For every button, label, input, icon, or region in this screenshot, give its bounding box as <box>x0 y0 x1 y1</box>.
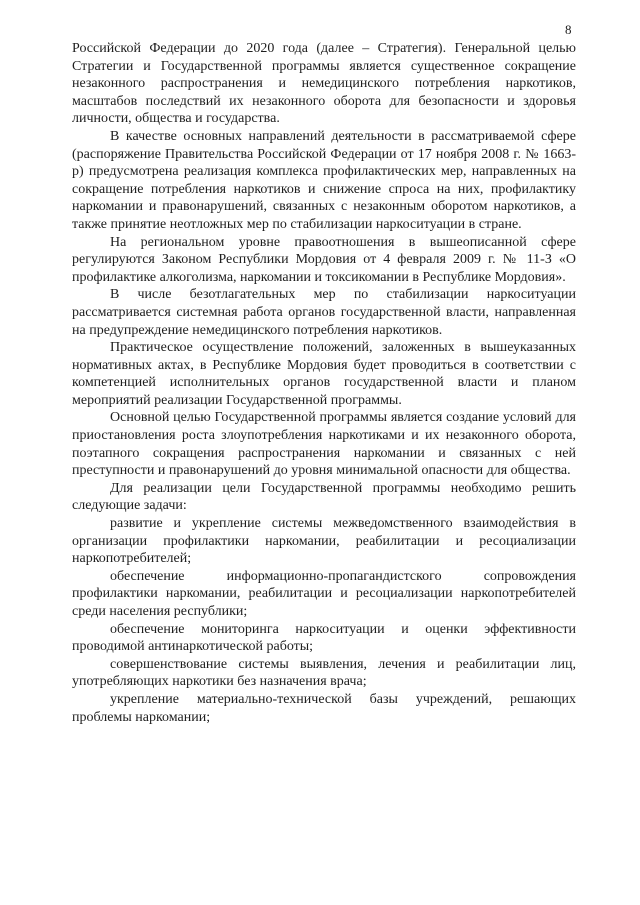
paragraph-program-goal: Основной целью Государственной программы является создание условий для приостановления роста злоупотребления наркотиками и их незаконного оборота, поэтапного сокращения распространения наркомании и связанных с ней преступности и правонарушений до уровня минимальной опасности для общества. <box>72 410 576 479</box>
paragraph-main-directions: В качестве основных направлений деятельности в рассматриваемой сфере (распоряжение Правительства Российской Федерации от 17 ноября 2008 г. № 1663-р) предусмотрена реализация комплекса профилактических мер, направленных на сокращение потребления наркотиков и снижение спроса на них, профилактику наркомании и правонарушений, связанных с незаконным оборотом наркотиков, а также принятие неотложных мер по стабилизации наркоситуации в стране. <box>72 128 576 232</box>
task-item-interagency-cooperation: развитие и укрепление системы межведомственного взаимодействия в организации профилактики наркомании, реабилитации и ресоциализации наркопотребителей; <box>72 516 576 567</box>
task-item-treatment-system: совершенствование системы выявления, лечения и реабилитации лиц, употребляющих наркотики без назначения врача; <box>72 656 576 690</box>
task-item-information-support: обеспечение информационно-пропагандистского сопровождения профилактики наркомании, реабилитации и ресоциализации наркопотребителей среди населения республики; <box>72 568 576 619</box>
page-number: 8 <box>565 22 572 37</box>
paragraph-strategy-goal: Российской Федерации до 2020 года (далее – Стратегия). Генеральной целью Стратегии и Государственной программы является существенное сокращение незаконного распространения и немедицинского потребления наркотиков, масштабов последствий их незаконного оборота для безопасности и здоровья личности, общества и государства. <box>72 41 576 127</box>
paragraph-regional-law: На региональном уровне правоотношения в вышеописанной сфере регулируются Законом Республики Мордовия от 4 февраля 2009 г. № 11-З «О профилактике алкоголизма, наркомании и токсикомании в Республике Мордовия». <box>72 234 576 285</box>
paragraph-urgent-measures: В числе безотлагательных мер по стабилизации наркоситуации рассматривается системная работа органов государственной власти, направленная на предупреждение немедицинского потребления наркотиков. <box>72 287 576 338</box>
bottom-margin <box>72 858 576 898</box>
paragraph-practical-implementation: Практическое осуществление положений, заложенных в вышеуказанных нормативных актах, в Республике Мордовия будет проводиться в соответствии с компетенцией исполнительных органов государственной власти и планом мероприятий реализации Государственной программы. <box>72 340 576 408</box>
task-item-monitoring: обеспечение мониторинга наркоситуации и оценки эффективности проводимой антинаркотической работы; <box>72 621 576 655</box>
document-body <box>72 40 576 726</box>
task-item-material-base: укрепление материально-технической базы учреждений, решающих проблемы наркомании; <box>72 691 576 725</box>
paragraph-tasks-intro: Для реализации цели Государственной программы необходимо решить следующие задачи: <box>72 480 576 514</box>
